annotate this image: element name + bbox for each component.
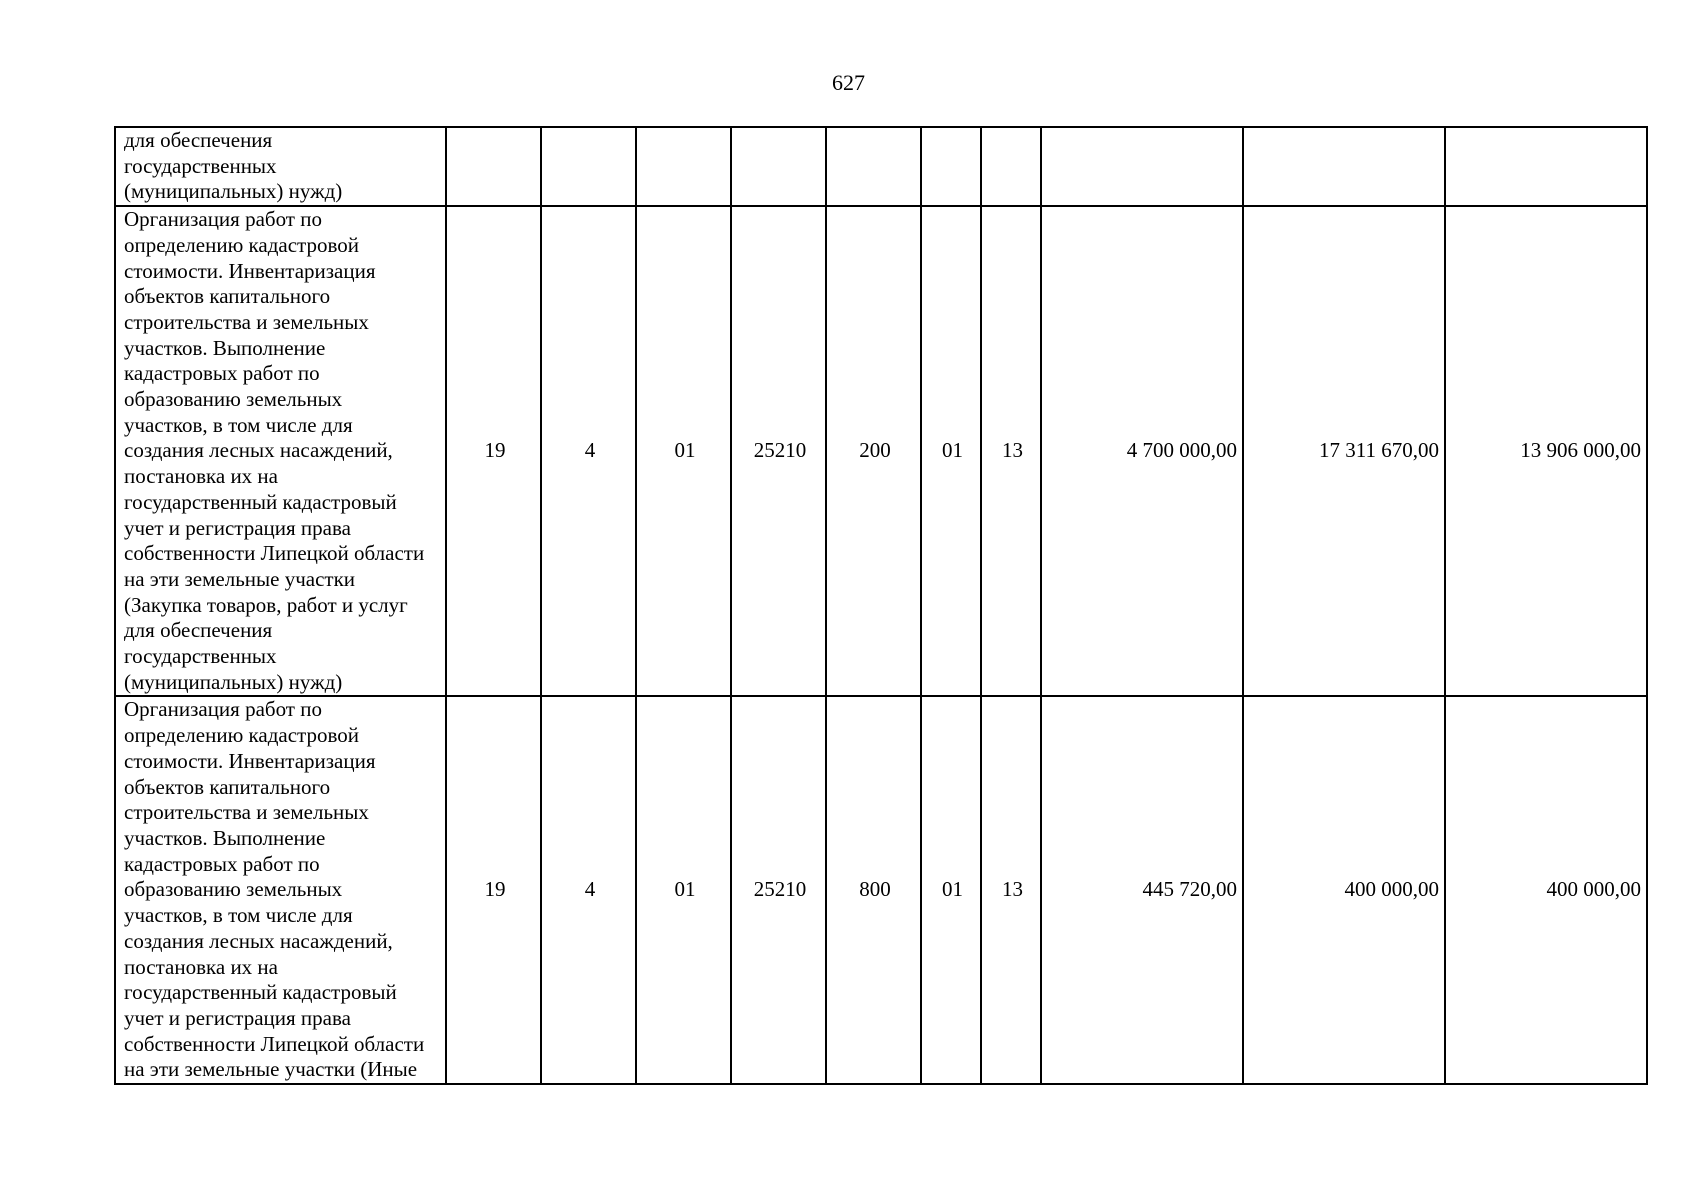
page-number: 627 [832,70,865,95]
row-description: для обеспечения государственных (муниципальных) нужд) [115,127,446,206]
direction-code-cell: 25210 [731,696,826,1084]
expense-type-cell [826,127,921,206]
section-cell [921,127,981,206]
table-row [115,696,1647,1084]
section-cell: 01 [921,206,981,696]
budget-table [114,126,1648,1085]
subsection-cell: 13 [981,206,1041,696]
expense-type-cell: 800 [826,696,921,1084]
subsection-cell: 13 [981,696,1041,1084]
program-code-cell [446,127,541,206]
amount-year-3: 400 000,00 [1445,696,1647,1084]
amount-year-2: 17 311 670,00 [1243,206,1445,696]
row-description: Организация работ по определению кадастровой стоимости. Инвентаризация объектов капитального строительства и земельных участков. Выполнение кадастровых работ по образованию земельных участков, в том числе для создания лесных насаждений, постановка их на государственный кадастровый учет и регистрация права собственности Липецкой области на эти земельные участки (Иные [115,696,446,1084]
amount-year-1: 4 700 000,00 [1041,206,1243,696]
table-row [115,127,1647,206]
main-activity-code-cell: 01 [636,206,731,696]
program-code-cell: 19 [446,696,541,1084]
amount-year-3: 13 906 000,00 [1445,206,1647,696]
subprogram-code-cell: 4 [541,696,636,1084]
amount-year-2 [1243,127,1445,206]
amount-year-2: 400 000,00 [1243,696,1445,1084]
table-row [115,206,1647,696]
expense-type-cell: 200 [826,206,921,696]
amount-year-1: 445 720,00 [1041,696,1243,1084]
row-description: Организация работ по определению кадастровой стоимости. Инвентаризация объектов капитального строительства и земельных участков. Выполнение кадастровых работ по образованию земельных участков, в том числе для создания лесных насаждений, постановка их на государственный кадастровый учет и регистрация права собственности Липецкой области на эти земельные участки (Закупка товаров, работ и услуг для обеспечения государственных (муниципальных) нужд) [115,206,446,696]
section-cell: 01 [921,696,981,1084]
subprogram-code-cell: 4 [541,206,636,696]
subsection-cell [981,127,1041,206]
amount-year-1 [1041,127,1243,206]
program-code-cell: 19 [446,206,541,696]
direction-code-cell [731,127,826,206]
main-activity-code-cell [636,127,731,206]
subprogram-code-cell [541,127,636,206]
amount-year-3 [1445,127,1647,206]
direction-code-cell: 25210 [731,206,826,696]
main-activity-code-cell: 01 [636,696,731,1084]
